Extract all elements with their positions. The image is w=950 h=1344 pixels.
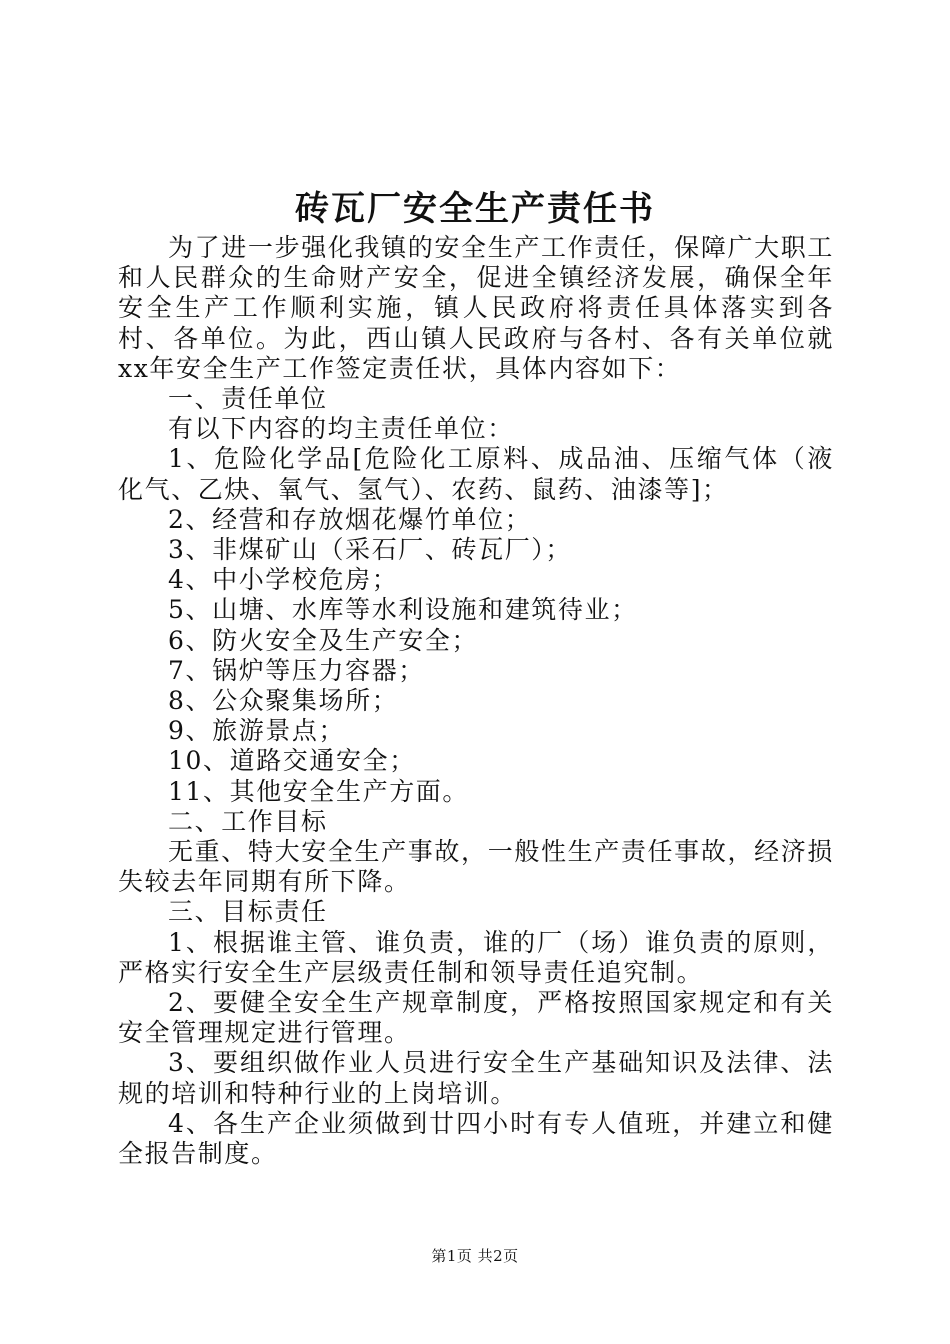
list-item: 2、要健全安全生产规章制度，严格按照国家规定和有关安全管理规定进行管理。 [118, 988, 834, 1048]
document-title: 砖瓦厂安全生产责任书 [295, 189, 655, 229]
list-item: 1、根据谁主管、谁负责，谁的厂（场）谁负责的原则，严格实行安全生产层级责任制和领导责任追究制。 [118, 927, 834, 987]
list-item: 9、旅游景点； [168, 716, 346, 746]
list-item: 11、其他安全生产方面。 [168, 776, 470, 806]
list-item: 3、要组织做作业人员进行安全生产基础知识及法律、法规的培训和特种行业的上岗培训。 [118, 1048, 834, 1108]
list-item: 3、非煤矿山（采石厂、砖瓦厂）； [168, 535, 573, 565]
list-item: 10、道路交通安全； [168, 746, 416, 776]
list-item: 4、中小学校危房； [168, 565, 399, 595]
page-number-footer: 第1页 共2页 [431, 1247, 519, 1265]
section-heading-target-responsibility: 三、目标责任 [168, 897, 328, 927]
list-item: 8、公众聚集场所； [168, 686, 399, 716]
list-item: 1、危险化学品[危险化工原料、成品油、压缩气体（液化气、乙炔、氧气、氢气）、农药、鼠药、油漆等]； [118, 444, 834, 504]
list-item: 6、防火安全及生产安全； [168, 625, 479, 655]
body-paragraph: 有以下内容的均主责任单位： [168, 414, 514, 444]
list-item: 2、经营和存放烟花爆竹单位； [168, 504, 532, 534]
section-heading-work-goals: 二、工作目标 [168, 806, 328, 836]
intro-paragraph: 为了进一步强化我镇的安全生产工作责任，保障广大职工和人民群众的生命财产安全，促进全镇经济发展，确保全年安全生产工作顺利实施，镇人民政府将责任具体落实到各村、各单位。为此，西山镇人民政府与各村、各有关单位就xx年安全生产工作签定责任状，具体内容如下： [118, 233, 834, 383]
section-heading-responsible-units: 一、责任单位 [168, 384, 328, 414]
list-item: 7、锅炉等压力容器； [168, 655, 425, 685]
list-item: 5、山塘、水库等水利设施和建筑待业； [168, 595, 638, 625]
list-item: 4、各生产企业须做到廿四小时有专人值班，并建立和健全报告制度。 [118, 1108, 834, 1169]
document-body [118, 233, 834, 1169]
body-paragraph: 无重、特大安全生产事故，一般性生产责任事故，经济损失较去年同期有所下降。 [118, 837, 834, 897]
